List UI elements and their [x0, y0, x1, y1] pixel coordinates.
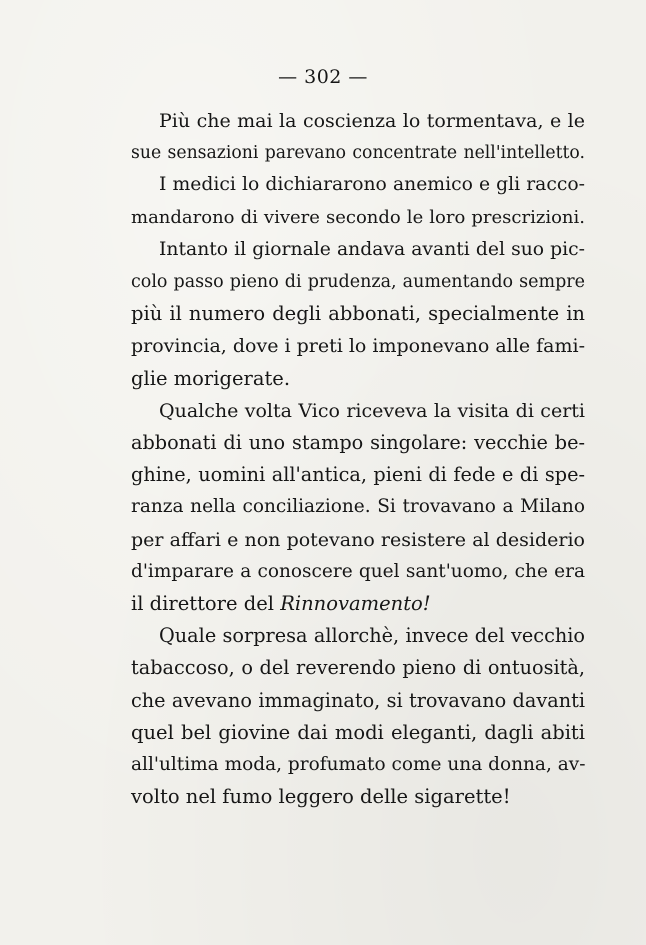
text-line: quel bel giovine dai modi eleganti, dagli abiti [131, 720, 585, 744]
paragraph [131, 169, 585, 233]
text-line: glie morigerate. [131, 366, 291, 390]
text-line: colo passo pieno di prudenza, aumentando sempre [131, 272, 585, 293]
text-line: provincia, dove i preti lo imponevano alle fami- [131, 335, 585, 358]
text-line: Più che mai la coscienza lo tormentava, e le [159, 110, 585, 132]
text-line: d'imparare a conoscere quel sant'uomo, che era [131, 560, 585, 582]
paragraph [131, 395, 585, 620]
text-line: volto nel fumo leggero delle sigarette! [131, 785, 511, 809]
newspaper-title: Rinnovamento! [280, 592, 431, 616]
text-line: Intanto il giornale andava avanti del suo pic- [159, 238, 585, 260]
text-line: Qualche volta Vico riceveva la visita di certi [159, 399, 585, 422]
text-line: che avevano immaginato, si trovavano davanti [131, 688, 585, 712]
page-number: — 302 — [278, 66, 368, 88]
text-line: ranza nella conciliazione. Si trovavano a Milano [131, 496, 585, 518]
text-fragment: il direttore del [131, 592, 281, 616]
paragraph [131, 234, 585, 395]
text-line: Quale sorpresa allorchè, invece del vecchio [159, 624, 585, 648]
body-text [131, 105, 585, 813]
text-line [131, 588, 585, 620]
text-line: all'ultima moda, profumato come una donna, av- [131, 754, 586, 776]
text-line: mandarono di vivere secondo le loro prescrizioni. [131, 206, 585, 228]
text-line: più il numero degli abbonati, specialmente in [131, 302, 585, 326]
text-line: tabaccoso, o del reverendo pieno di ontuosità, [131, 656, 585, 680]
text-line: I medici lo dichiararono anemico e gli racco- [159, 174, 585, 196]
paragraph [131, 620, 585, 813]
text-line: abbonati di uno stampo singolare: vecchie be- [131, 431, 585, 455]
text-line: sue sensazioni parevano concentrate nell'intelletto. [131, 143, 585, 164]
text-line: ghine, uomini all'antica, pieni di fede e di spe- [131, 463, 585, 487]
paragraph [131, 105, 585, 169]
text-line: per affari e non potevano resistere al desiderio [131, 528, 585, 551]
